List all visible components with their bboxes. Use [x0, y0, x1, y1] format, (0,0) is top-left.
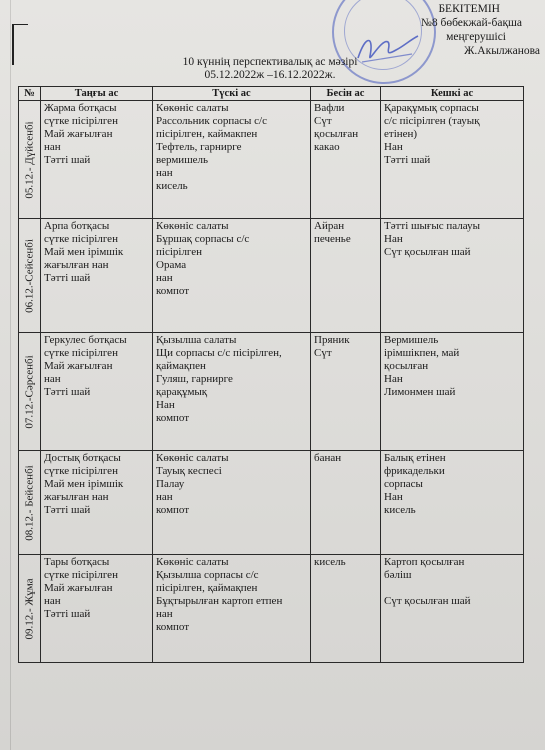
dinner-item: фрикадельки [384, 465, 445, 477]
breakfast-cell [41, 219, 153, 333]
lunch-cell [153, 219, 311, 333]
breakfast-item: сүтке пісірілген [44, 115, 118, 127]
day-cell [19, 101, 41, 219]
lunch-item: нан [156, 491, 173, 503]
lunch-item: Көкөніс салаты [156, 452, 229, 464]
lunch-item: Бұршақ сорпасы с/с [156, 233, 250, 245]
breakfast-cell [41, 101, 153, 219]
table-row [19, 555, 524, 663]
lunch-item: Нан [156, 399, 175, 411]
dinner-item: Нан [384, 141, 403, 153]
breakfast-item: сүтке пісірілген [44, 233, 118, 245]
breakfast-item: Тәтті шай [44, 272, 91, 284]
lunch-item: Бұқтырылған картоп етпен [156, 595, 283, 607]
day-label: 09.12.- Жұма [23, 577, 35, 640]
lunch-item: Гуляш, гарнирге [156, 373, 233, 385]
breakfast-item: Тәтті шай [44, 504, 91, 516]
lunch-item: Көкөніс салаты [156, 556, 229, 568]
snack-cell [311, 101, 381, 219]
snack-cell [311, 555, 381, 663]
dinner-cell [381, 219, 524, 333]
lunch-item: нан [156, 167, 173, 179]
dinner-item: ірімшікпен, май [384, 347, 460, 359]
snack-cell [311, 219, 381, 333]
header-dinner: Кешкі ас [381, 87, 524, 101]
breakfast-item: Тары ботқасы [44, 556, 110, 568]
dinner-item: Картоп қосылған [384, 556, 465, 568]
snack-item: банан [314, 452, 342, 464]
approval-heading: БЕКІТЕМІН [438, 3, 500, 15]
snack-item: Пряник [314, 334, 350, 346]
header-snack: Бесін ас [311, 87, 381, 101]
breakfast-item: сүтке пісірілген [44, 347, 118, 359]
breakfast-item: Жарма ботқасы [44, 102, 117, 114]
dinner-item: бәліш [384, 569, 412, 581]
dinner-item: кисель [384, 504, 416, 516]
lunch-item: Щи сорпасы с/с пісірілген, [156, 347, 282, 359]
breakfast-item: Достық ботқасы [44, 452, 121, 464]
breakfast-item: нан [44, 595, 61, 607]
header-lunch: Түскі ас [153, 87, 311, 101]
header-number: № [19, 87, 41, 101]
lunch-item: Қызылша сорпасы с/с [156, 569, 259, 581]
dinner-cell [381, 101, 524, 219]
day-label: 07.12.-Сәрсенбі [23, 354, 35, 429]
dinner-item [384, 582, 520, 595]
breakfast-cell [41, 451, 153, 555]
breakfast-item: Май жағылған [44, 582, 113, 594]
breakfast-item: сүтке пісірілген [44, 465, 118, 477]
lunch-item: Орама [156, 259, 187, 271]
dinner-cell [381, 451, 524, 555]
dinner-cell [381, 333, 524, 451]
lunch-item: пісірілген, каймакпен [156, 128, 258, 140]
breakfast-cell [41, 555, 153, 663]
lunch-item: нан [156, 272, 173, 284]
lunch-item: Рассольник сорпасы с/с [156, 115, 267, 127]
lunch-item: компот [156, 412, 190, 424]
lunch-cell [153, 333, 311, 451]
snack-cell [311, 451, 381, 555]
snack-cell [311, 333, 381, 451]
lunch-item: компот [156, 504, 190, 516]
breakfast-item: Тәтті шай [44, 154, 91, 166]
dinner-item: с/с пісірілген (тауық [384, 115, 480, 127]
lunch-item: компот [156, 621, 190, 633]
breakfast-item: нан [44, 141, 61, 153]
snack-item: какао [314, 141, 340, 153]
lunch-item: Тауық кеспесі [156, 465, 222, 477]
breakfast-item: Тәтті шай [44, 608, 91, 620]
dinner-item: Тәтті шығыс палауы [384, 220, 480, 232]
breakfast-item: сүтке пісірілген [44, 569, 118, 581]
breakfast-item: Геркулес ботқасы [44, 334, 127, 346]
dinner-item: Сүт қосылған шай [384, 246, 471, 258]
breakfast-item: жағылған нан [44, 259, 109, 271]
approval-position: меңгерушісі [446, 31, 506, 43]
lunch-cell [153, 101, 311, 219]
breakfast-item: Май мен ірімшік [44, 246, 124, 258]
lunch-cell [153, 555, 311, 663]
menu-title-period: 05.12.2022ж –16.12.2022ж. [204, 69, 336, 81]
dinner-item: Қарақұмық сорпасы [384, 102, 479, 114]
lunch-item: пісірілген [156, 246, 203, 258]
snack-item: Сүт [314, 115, 332, 127]
breakfast-item: нан [44, 373, 61, 385]
table-row [19, 451, 524, 555]
snack-item: печенье [314, 233, 351, 245]
table-row [19, 219, 524, 333]
approval-org: №8 бөбекжай-бақша [420, 17, 522, 29]
page-fold [10, 0, 11, 750]
menu-table [18, 86, 524, 663]
snack-item: қосылған [314, 128, 359, 140]
dinner-item: Сүт қосылған шай [384, 595, 471, 607]
dinner-item: Лимонмен шай [384, 386, 456, 398]
day-label: 06.12.-Сейсенбі [23, 238, 35, 313]
snack-item: Вафли [314, 102, 345, 114]
dinner-item: Вермишель [384, 334, 439, 346]
breakfast-item: Арпа ботқасы [44, 220, 110, 232]
lunch-item: вермишель [156, 154, 209, 166]
lunch-item: қарақұмық [156, 386, 208, 398]
day-label: 05.12.- Дүйсенбі [23, 120, 35, 199]
snack-item: кисель [314, 556, 346, 568]
lunch-cell [153, 451, 311, 555]
day-cell [19, 451, 41, 555]
lunch-item: Тефтель, гарнирге [156, 141, 242, 153]
lunch-item: пісірілген, қаймақпен [156, 582, 258, 594]
snack-item: Айран [314, 220, 345, 232]
lunch-item: Көкөніс салаты [156, 220, 229, 232]
dinner-item: Нан [384, 373, 403, 385]
snack-item: Сүт [314, 347, 332, 359]
dinner-cell [381, 555, 524, 663]
lunch-item: компот [156, 285, 190, 297]
approval-block [360, 2, 540, 58]
approval-name: Ж.Акылжанова [464, 45, 540, 57]
header-breakfast: Таңғы ас [41, 87, 153, 101]
dinner-item: Балық етінен [384, 452, 446, 464]
day-cell [19, 555, 41, 663]
lunch-item: кисель [156, 180, 188, 192]
menu-title [150, 56, 390, 82]
breakfast-item: Май жағылған [44, 360, 113, 372]
lunch-item: нан [156, 608, 173, 620]
dinner-item: Тәтті шай [384, 154, 431, 166]
menu-title-main: 10 күннің перспективалық ас мәзірі [182, 56, 358, 68]
lunch-item: Қызылша салаты [156, 334, 237, 346]
dinner-item: қосылған [384, 360, 429, 372]
breakfast-item: жағылған нан [44, 491, 109, 503]
table-row [19, 101, 524, 219]
table-header-row [19, 87, 524, 101]
day-cell [19, 219, 41, 333]
table-row [19, 333, 524, 451]
breakfast-item: Май жағылған [44, 128, 113, 140]
breakfast-item: Тәтті шай [44, 386, 91, 398]
breakfast-item: Май мен ірімшік [44, 478, 124, 490]
lunch-item: Көкөніс салаты [156, 102, 229, 114]
dinner-item: Нан [384, 233, 403, 245]
dinner-item: етінен) [384, 128, 418, 140]
dinner-item: Нан [384, 491, 403, 503]
day-cell [19, 333, 41, 451]
breakfast-cell [41, 333, 153, 451]
binder-mark [12, 24, 28, 65]
day-label: 08.12.- Бейсенбі [23, 464, 35, 541]
dinner-item: сорпасы [384, 478, 423, 490]
lunch-item: қаймақпен [156, 360, 206, 372]
lunch-item: Палау [156, 478, 185, 490]
